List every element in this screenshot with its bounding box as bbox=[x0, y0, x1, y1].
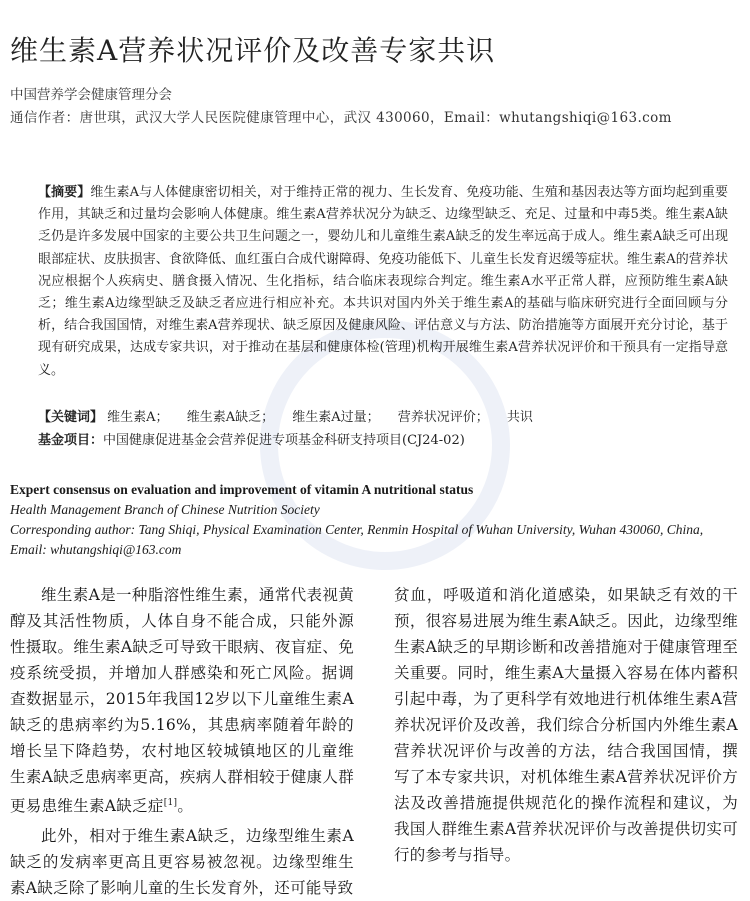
abstract-label: 【摘要】 bbox=[38, 185, 91, 200]
english-corresponding: Corresponding author: Tang Shiqi, Physical Examination Center, Renmin Hospital of Wuhan University, Wuhan 430060, China, Email: whutangshiqi@163.com bbox=[10, 522, 704, 557]
fund-label: 基金项目： bbox=[38, 433, 104, 448]
body-text: 维生素A是一种脂溶性维生素，通常代表视黄醇及其活性物质，人体自身不能合成，只能外源性摄取。维生素A缺乏可导致干眼病、夜盲症、免疫系统受损，并增加人群感染和死亡风险。据调查数据显示，2015年我国12岁以下儿童维生素A缺乏的患病率约为5.16%，其患病率随着年龄的增长呈下降趋势，农村地区较城镇地区的儿童维生素A缺乏患病率更高，疾病人群相较于健康人群更易患维生素A缺乏症 bbox=[10, 586, 354, 816]
corresponding-author: 通信作者：唐世琪，武汉大学人民医院健康管理中心，武汉 430060，Email：whutangshiqi@163.com bbox=[10, 110, 672, 126]
body-column-left bbox=[10, 582, 354, 901]
body-paragraph: 此外，相对于维生素A缺乏，边缘型维生素A缺乏的发病率更高且更容易被忽视。边缘型维生素A缺乏除了影响儿童的生长发育外，还可能导致 bbox=[10, 827, 354, 898]
fund-text: 中国健康促进基金会营养促进专项基金科研支持项目(CJ24-02) bbox=[103, 433, 465, 448]
keyword-item: 共识 bbox=[506, 410, 533, 425]
english-title: Expert consensus on evaluation and improvement of vitamin A nutritional status bbox=[10, 482, 474, 497]
author-affiliation: 中国营养学会健康管理分会 bbox=[10, 87, 172, 103]
abstract bbox=[38, 182, 728, 382]
english-affiliation: Health Management Branch of Chinese Nutrition Society bbox=[10, 502, 320, 517]
keywords bbox=[38, 406, 547, 425]
body-paragraph: 贫血，呼吸道和消化道感染，如果缺乏有效的干预，很容易进展为维生素A缺乏。因此，边缘型维生素A缺乏的早期诊断和改善措施对于健康管理至关重要。同时，维生素A大量摄入容易在体内蓄积引起中毒，为了更科学有效地进行机体维生素A营养状况评价及改善，我们综合分析国内外维生素A营养状况评价与改善的方法，结合我国国情，撰写了本专家共识，对机体维生素A营养状况评价方法及改善措施提供规范化的操作流程和建议，为我国人群维生素A营养状况评价与改善提供切实可行的参考与指导。 bbox=[394, 586, 738, 864]
keyword-item: 维生素A； bbox=[107, 410, 169, 425]
keyword-item: 维生素A缺乏； bbox=[186, 410, 275, 425]
citation-ref[interactable]: [1] bbox=[163, 798, 178, 808]
page-title: 维生素A营养状况评价及改善专家共识 bbox=[10, 33, 496, 67]
body-paragraph bbox=[10, 582, 354, 819]
english-header bbox=[10, 480, 740, 560]
abstract-text: 维生素A与人体健康密切相关，对于维持正常的视力、生长发育、免疫功能、生殖和基因表达等方面均起到重要作用，其缺乏和过量均会影响人体健康。维生素A营养状况分为缺乏、边缘型缺乏、充足、过量和中毒5类。维生素A缺乏仍是许多发展中国家的主要公共卫生问题之一，婴幼儿和儿童维生素A缺乏的发生率远高于成人。维生素A缺乏可出现眼部症状、皮肤损害、食欲降低、血红蛋白合成代谢障碍、免疫功能低下、儿童生长发育迟缓等症状。维生素A的营养状况应根据个人疾病史、膳食摄入情况、生化指标，结合临床表现综合判定。维生素A水平正常人群，应预防维生素A缺乏；维生素A边缘型缺乏及缺乏者应进行相应补充。本共识对国内外关于维生素A的基础与临床研究进行全面回顾与分析，结合我国国情，对维生素A营养现状、缺乏原因及健康风险、评估意义与方法、防治措施等方面展开充分讨论，基于现有研究成果，达成专家共识，对于推动在基层和健康体检(管理)机构开展维生素A营养状况评价和干预具有一定指导意义。 bbox=[38, 185, 728, 378]
body-column-right bbox=[394, 582, 738, 868]
keywords-label: 【关键词】 bbox=[38, 410, 104, 425]
keyword-item: 维生素A过量； bbox=[292, 410, 380, 425]
fund-info bbox=[38, 429, 465, 448]
body-text: 。 bbox=[177, 797, 194, 816]
keyword-item: 营养状况评价； bbox=[397, 410, 489, 425]
